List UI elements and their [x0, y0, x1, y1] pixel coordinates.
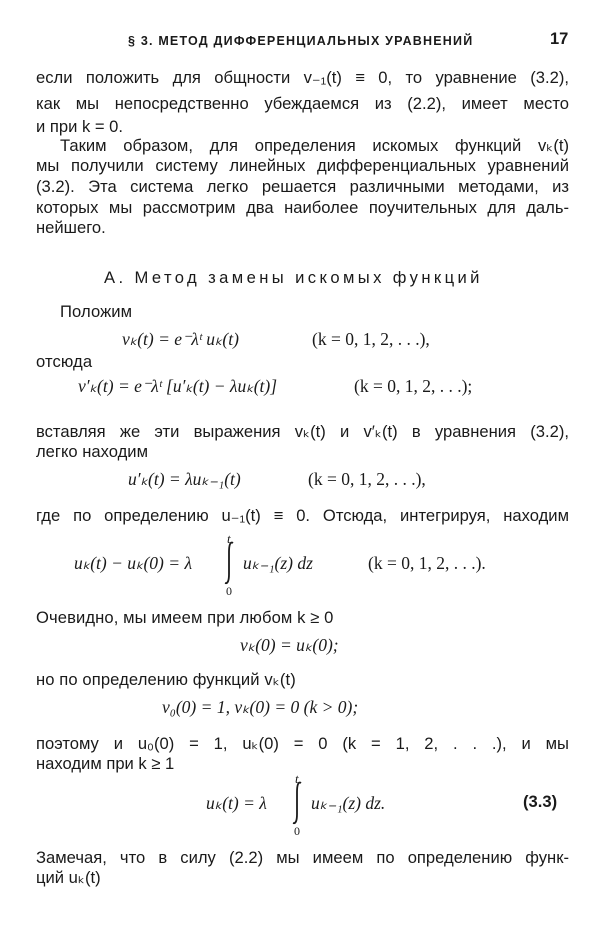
integral-upper-limit: t [295, 771, 299, 786]
text-line: если положить для общности v₋₁(t) ≡ 0, то уравнение (3.2), [36, 68, 569, 87]
page-number: 17 [550, 30, 569, 48]
equation: u′ₖ(t) = λuₖ₋₁(t) [128, 469, 241, 489]
text-line: мы получили систему линейных дифференциальных уравнений [36, 156, 569, 175]
integral-lower-limit: 0 [294, 824, 300, 838]
text-line: нейшего. [36, 218, 106, 237]
equation-condition: (k = 0, 1, 2, . . .), [308, 469, 426, 489]
equation-condition: (k = 0, 1, 2, . . .); [354, 376, 473, 396]
equation: v′ₖ(t) = e⁻λᵗ [u′ₖ(t) − λuₖ(t)] [78, 376, 278, 396]
equation-condition: (k = 0, 1, 2, . . .). [368, 553, 486, 573]
integral-upper-limit: t [227, 531, 231, 546]
text-line: которых мы рассмотрим два наиболее поучительных для даль- [36, 198, 569, 217]
section-heading: А. Метод замены искомых функций [104, 268, 483, 287]
text-line: ций uₖ(t) [36, 868, 101, 887]
integral-lower-limit: 0 [226, 584, 232, 598]
text-line: Положим [60, 302, 133, 321]
text-line: но по определению функций vₖ(t) [36, 670, 296, 689]
text-line: как мы непосредственно убеждаемся из (2.2), имеет место [36, 94, 569, 113]
text-line: вставляя же эти выражения vₖ(t) и v′ₖ(t) в уравнения (3.2), [36, 422, 569, 441]
text-line: Очевидно, мы имеем при любом k ≥ 0 [36, 608, 334, 627]
text-line: и при k = 0. [36, 117, 124, 136]
running-header: § 3. МЕТОД ДИФФЕРЕНЦИАЛЬНЫХ УРАВНЕНИЙ [128, 34, 474, 48]
text-line: поэтому и u₀(0) = 1, uₖ(0) = 0 (k = 1, 2, . . .), и мы [36, 734, 569, 753]
equation-number: (3.3) [523, 792, 558, 811]
equation-lhs: uₖ(t) − uₖ(0) = λ [74, 553, 193, 573]
text-line: Таким образом, для определения искомых функций vₖ(t) [60, 136, 569, 155]
equation-condition: (k = 0, 1, 2, . . .), [312, 329, 430, 349]
equation: vₖ(0) = uₖ(0); [240, 635, 339, 655]
equation: v₀(0) = 1, vₖ(0) = 0 (k > 0); [162, 697, 359, 717]
text-line: легко находим [36, 442, 148, 461]
equation-lhs: uₖ(t) = λ [206, 793, 267, 813]
text-line: Замечая, что в силу (2.2) мы имеем по определению функ- [36, 848, 569, 867]
equation: vₖ(t) = e⁻λᵗ uₖ(t) [122, 329, 239, 349]
text-line: находим при k ≥ 1 [36, 754, 175, 773]
text-line: где по определению u₋₁(t) ≡ 0. Отсюда, интегрируя, находим [36, 506, 569, 525]
text-line: отсюда [36, 352, 93, 371]
text-line: (3.2). Эта система легко решается различными методами, из [36, 177, 569, 196]
equation-integrand: uₖ₋₁(z) dz [243, 553, 313, 573]
equation-integrand: uₖ₋₁(z) dz. [311, 793, 386, 813]
